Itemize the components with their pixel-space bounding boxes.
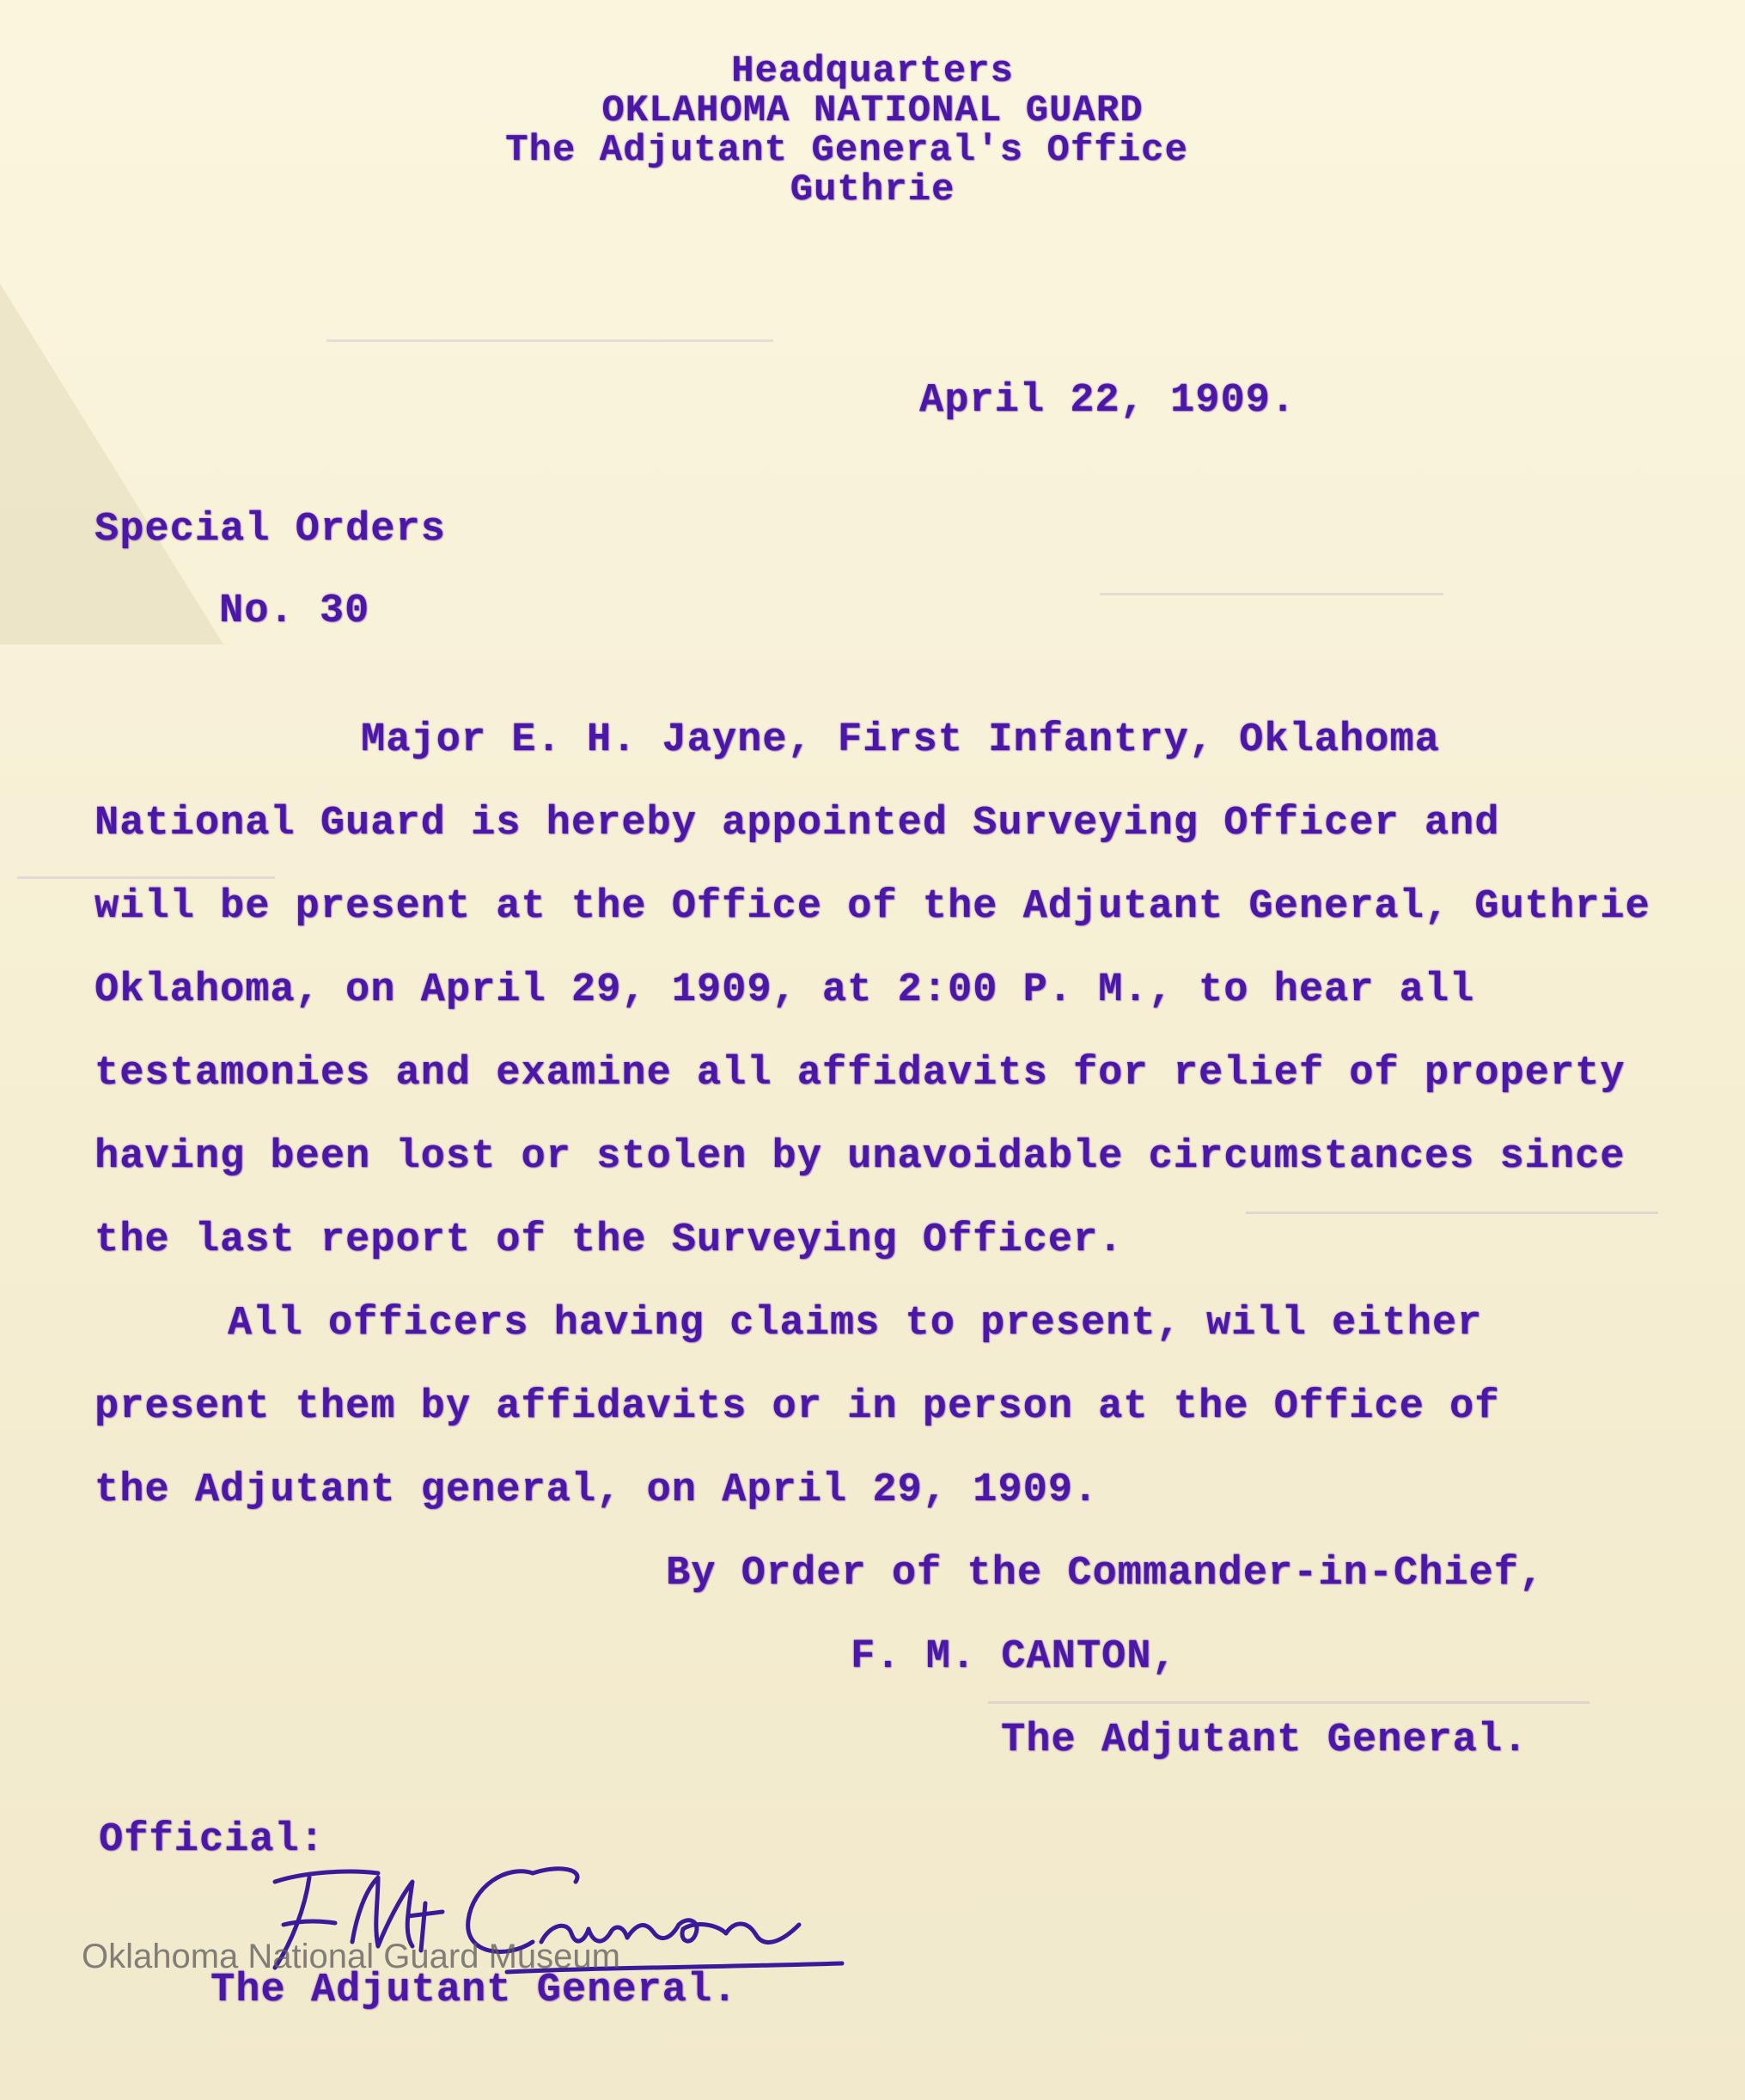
official-label: Official: (99, 1817, 325, 1863)
official-title: The Adjutant General. (210, 1968, 738, 2013)
body-p1-line-2: National Guard is hereby appointed Surveying Officer and (95, 801, 1500, 846)
closing-title: The Adjutant General. (1001, 1718, 1528, 1763)
ghost-mark (988, 1701, 1589, 1704)
orders-title: Special Orders (95, 507, 446, 552)
letterhead-line-4: Guthrie (790, 168, 955, 211)
museum-watermark: Oklahoma National Guard Museum (82, 1938, 620, 1975)
body-p1-line-5: testamonies and examine all affidavits for relief of property (95, 1051, 1626, 1096)
document-date: April 22, 1909. (919, 378, 1297, 424)
body-p1-line-3: will be present at the Office of the Adjutant General, Guthrie (95, 884, 1650, 930)
body-p1-line-6: having been lost or stolen by unavoidable circumstances since (95, 1134, 1626, 1180)
closing-name: F. M. CANTON, (851, 1634, 1177, 1680)
body-p1-line-7: the last report of the Surveying Officer. (95, 1218, 1124, 1263)
body-p1-line-1: Major E. H. Jayne, First Infantry, Oklahoma (361, 717, 1440, 763)
letterhead-line-3: The Adjutant General's Office (505, 129, 1188, 172)
orders-number: No. 30 (219, 589, 370, 634)
ghost-mark (1246, 1212, 1658, 1214)
body-p2-line-3: the Adjutant general, on April 29, 1909. (95, 1468, 1099, 1513)
closing-by-order: By Order of the Commander-in-Chief, (666, 1551, 1545, 1596)
body-p2-line-2: present them by affidavits or in person at the Office of (95, 1384, 1500, 1430)
letterhead-line-1: Headquarters (731, 50, 1014, 93)
ghost-mark (1100, 593, 1443, 595)
body-p1-line-4: Oklahoma, on April 29, 1909, at 2:00 P. M., to hear all (95, 968, 1475, 1013)
paper-fold (0, 284, 223, 644)
ghost-mark (326, 339, 773, 342)
letterhead-line-2: OKLAHOMA NATIONAL GUARD (601, 89, 1144, 132)
ghost-mark (17, 876, 275, 879)
body-p2-line-1: All officers having claims to present, will either (228, 1301, 1483, 1346)
